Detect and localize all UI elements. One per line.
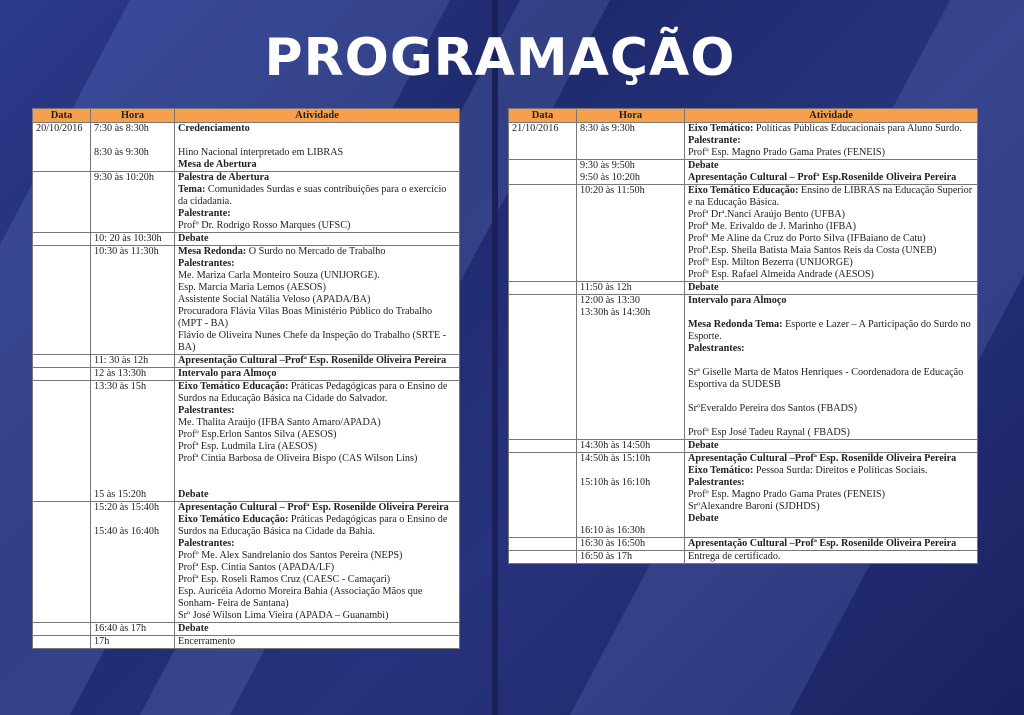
time-value: 16:50 às 17h xyxy=(580,551,633,562)
cell-hora xyxy=(577,282,685,295)
activity-line: Debate xyxy=(688,160,719,171)
cell-atividade xyxy=(685,160,978,185)
activity-lead: Mesa Redonda: xyxy=(178,246,247,257)
cell-date xyxy=(509,551,577,564)
table-row xyxy=(509,295,978,440)
cell-date xyxy=(33,246,91,355)
activity-line: Assistente Social Natália Veloso (APADA/BA) xyxy=(178,294,371,305)
activity-lead: Mesa Redonda Tema: xyxy=(688,319,783,330)
table-row xyxy=(509,282,978,295)
time-value: 8:30 às 9:30h xyxy=(94,147,149,158)
cell-hora xyxy=(91,381,175,502)
spacer xyxy=(178,477,456,489)
activity-line: Palestra de Abertura xyxy=(178,172,270,183)
activity-line: Profª Cintia Barbosa de Oliveira Bispo (CAS Wilson Lins) xyxy=(178,453,418,464)
time-value xyxy=(94,405,171,417)
table-row xyxy=(509,123,978,160)
schedule-table-day1 xyxy=(32,108,460,649)
table-row xyxy=(33,381,460,502)
header-atividade: Atividade xyxy=(175,109,460,123)
time-value: 16:30 às 16:50h xyxy=(580,538,646,549)
activity-line: Profª Drª.Nanci Araújo Bento (UFBA) xyxy=(688,209,845,220)
table-row xyxy=(33,233,460,246)
cell-atividade xyxy=(685,453,978,538)
activity-line: Debate xyxy=(178,233,209,244)
page-divider xyxy=(492,0,498,715)
cell-date xyxy=(33,233,91,246)
cell-atividade xyxy=(685,185,978,282)
time-value xyxy=(94,135,171,147)
cell-hora xyxy=(577,295,685,440)
activity-line: Encerramento xyxy=(178,636,236,647)
activity-line: Eixo Temático Educação: Práticas Pedagógicas para o Ensino de Surdos na Educação Básica na Cidade do Salvador. xyxy=(178,381,448,404)
activity-line: Profº Esp José Tadeu Raynal ( FBADS) xyxy=(688,427,850,438)
table-header-row xyxy=(33,109,460,123)
date-value: 21/10/2016 xyxy=(512,123,559,134)
cell-hora xyxy=(91,172,175,233)
cell-hora xyxy=(91,502,175,623)
cell-date xyxy=(509,295,577,440)
activity-line: Entrega de certificado. xyxy=(688,551,781,562)
activity-line: Debate xyxy=(688,440,719,451)
time-value: 12:00 às 13:30 xyxy=(580,295,640,306)
cell-atividade xyxy=(175,502,460,623)
cell-hora xyxy=(91,636,175,649)
activity-line: Credenciamento xyxy=(178,123,250,134)
cell-hora xyxy=(577,538,685,551)
activity-line: Debate xyxy=(178,623,209,634)
activity-line: Palestrante: xyxy=(688,135,741,146)
activity-lead: Eixo Temático Educação: xyxy=(178,381,289,392)
activity-line: Palestrante: xyxy=(178,208,231,219)
activity-line: Esp. Marcia Maria Lemos (AESOS) xyxy=(178,282,326,293)
activity-line: Debate xyxy=(178,489,209,500)
spacer xyxy=(688,391,974,403)
cell-atividade xyxy=(685,282,978,295)
cell-date xyxy=(509,123,577,160)
cell-date xyxy=(33,381,91,502)
activity-line: Debate xyxy=(688,513,719,524)
cell-date xyxy=(33,623,91,636)
time-value: 10: 20 às 10:30h xyxy=(94,233,162,244)
cell-atividade xyxy=(685,538,978,551)
activity-line: Intervalo para Almoço xyxy=(178,368,277,379)
activity-line: Srº José Wilson Lima Vieira (APADA – Guanambi) xyxy=(178,610,389,621)
activity-line: Profª Esp. Cintia Santos (APADA/LF) xyxy=(178,562,335,573)
cell-hora xyxy=(91,368,175,381)
cell-atividade xyxy=(685,123,978,160)
cell-date xyxy=(33,123,91,172)
cell-hora xyxy=(577,440,685,453)
spacer xyxy=(688,355,974,367)
time-value: 16:40 às 17h xyxy=(94,623,147,634)
time-value xyxy=(94,417,171,429)
time-value: 11:50 às 12h xyxy=(580,282,632,293)
spacer xyxy=(178,465,456,477)
cell-date xyxy=(509,282,577,295)
cell-date xyxy=(33,368,91,381)
cell-hora xyxy=(577,160,685,185)
cell-date xyxy=(509,453,577,538)
cell-hora xyxy=(577,453,685,538)
cell-atividade xyxy=(685,551,978,564)
page-title: PROGRAMAÇÃO xyxy=(264,28,736,88)
time-value: 15:20 às 15:40h xyxy=(94,502,160,513)
activity-line: Profª Esp. Ludmila Lira (AESOS) xyxy=(178,441,317,452)
time-value xyxy=(94,441,171,453)
cell-hora xyxy=(91,233,175,246)
time-value: 13:30 às 15h xyxy=(94,381,147,392)
time-value: 9:30 às 10:20h xyxy=(94,172,154,183)
activity-line: Profº Esp. Magno Prado Gama Prates (FENEIS) xyxy=(688,489,885,500)
cell-hora xyxy=(91,355,175,368)
activity-line: Palestrantes: xyxy=(178,538,235,549)
activity-line: Eixo Temático: Políticas Públicas Educacionais para Aluno Surdo. xyxy=(688,123,962,134)
time-value: 9:50 às 10:20h xyxy=(580,172,640,183)
activity-line: Debate xyxy=(688,282,719,293)
cell-atividade xyxy=(685,295,978,440)
time-value xyxy=(94,465,171,477)
table-row xyxy=(509,440,978,453)
cell-date xyxy=(33,636,91,649)
activity-line: Palestrantes: xyxy=(178,405,235,416)
activity-line: Apresentação Cultural –Profª Esp. Rosenilde Oliveira Pereira xyxy=(178,355,447,366)
activity-line: Mesa de Abertura xyxy=(178,159,257,170)
table-header-row xyxy=(509,109,978,123)
cell-atividade xyxy=(175,355,460,368)
cell-date xyxy=(509,160,577,185)
activity-line: Profª.Esp. Sheila Batista Maia Santos Reis da Costa (UNEB) xyxy=(688,245,937,256)
cell-hora xyxy=(91,623,175,636)
activity-line: Profª Me Aline da Cruz do Porto Silva (IFBaiano de Catu) xyxy=(688,233,926,244)
time-value xyxy=(580,489,681,501)
cell-atividade xyxy=(175,636,460,649)
activity-line: Apresentação Cultural – Profª Esp. Rosenilde Oliveira Pereira xyxy=(178,502,449,513)
header-atividade: Atividade xyxy=(685,109,978,123)
activity-line: Me. Mariza Carla Monteiro Souza (UNIJORGE). xyxy=(178,270,380,281)
activity-lead: Eixo Temático Educação: xyxy=(688,185,799,196)
time-value: 14:30h às 14:50h xyxy=(580,440,651,451)
spacer xyxy=(178,135,456,147)
time-value: 10:30 às 11:30h xyxy=(94,246,159,257)
activity-lead: Eixo Temático: xyxy=(688,123,754,134)
header-data: Data xyxy=(33,109,91,123)
time-value: 14:50h às 15:10h xyxy=(580,453,651,464)
cell-atividade xyxy=(175,123,460,172)
time-value xyxy=(580,513,681,525)
date-value: 20/10/2016 xyxy=(36,123,83,134)
activity-line: Srª Giselle Marta de Matos Henriques - Coordenadora de Educação Esportiva da SUDESB xyxy=(688,367,964,390)
time-value xyxy=(94,429,171,441)
activity-line: SrºEveraldo Pereira dos Santos (FBADS) xyxy=(688,403,857,414)
activity-line: SrºAlexandre Baroni (SJDHDS) xyxy=(688,501,820,512)
cell-atividade xyxy=(685,440,978,453)
cell-atividade xyxy=(175,233,460,246)
header-hora: Hora xyxy=(91,109,175,123)
time-value: 17h xyxy=(94,636,110,647)
cell-date xyxy=(509,538,577,551)
time-value: 13:30h às 14:30h xyxy=(580,307,651,318)
table-row xyxy=(33,502,460,623)
activity-lead: Tema: xyxy=(178,184,206,195)
activity-line: Hino Nacional interpretado em LIBRAS xyxy=(178,147,344,158)
table-row xyxy=(33,172,460,233)
table-row xyxy=(509,551,978,564)
activity-line: Mesa Redonda: O Surdo no Mercado de Trabalho xyxy=(178,246,386,257)
activity-line: Procuradora Flávia Vilas Boas Ministério Público do Trabalho (MPT - BA) xyxy=(178,306,433,329)
header-data: Data xyxy=(509,109,577,123)
cell-date xyxy=(509,440,577,453)
activity-line: Mesa Redonda Tema: Esporte e Lazer – A Participação do Surdo no Esporte. xyxy=(688,319,971,342)
activity-line: Profº Esp. Magno Prado Gama Prates (FENEIS) xyxy=(688,147,885,158)
time-value: 10:20 às 11:50h xyxy=(580,185,645,196)
table-row xyxy=(33,623,460,636)
activity-line: Profº Esp. Rafael Almeida Andrade (AESOS) xyxy=(688,269,874,280)
activity-line: Profº Esp. Milton Bezerra (UNIJORGE) xyxy=(688,257,853,268)
cell-hora xyxy=(91,123,175,172)
activity-line: Eixo Temático Educação: Práticas Pedagógicas para o Ensino de Surdos na Educação Básica na Cidade da Bahia. xyxy=(178,514,448,537)
activity-line: Intervalo para Almoço xyxy=(688,295,787,306)
cell-hora xyxy=(577,551,685,564)
cell-hora xyxy=(577,123,685,160)
time-value: 15 às 15:20h xyxy=(94,489,147,500)
time-value: 9:30 às 9:50h xyxy=(580,160,635,171)
cell-atividade xyxy=(175,368,460,381)
cell-date xyxy=(33,502,91,623)
activity-line: Profª Me. Erivaldo de J. Marinho (IFBA) xyxy=(688,221,857,232)
activity-line: Profº Me. Alex Sandrelanio dos Santos Pereira (NEPS) xyxy=(178,550,403,561)
time-value: 16:10 às 16:30h xyxy=(580,525,646,536)
schedule-table-day2 xyxy=(508,108,978,564)
table-row xyxy=(33,355,460,368)
cell-atividade xyxy=(175,623,460,636)
activity-lead: Eixo Temático Educação: xyxy=(178,514,289,525)
cell-atividade xyxy=(175,172,460,233)
time-value xyxy=(580,501,681,513)
header-hora: Hora xyxy=(577,109,685,123)
activity-line: Me. Thalita Araújo (IFBA Santo Amaro/APADA) xyxy=(178,417,381,428)
cell-hora xyxy=(91,246,175,355)
time-value xyxy=(94,514,171,526)
activity-line: Palestrantes: xyxy=(688,343,745,354)
activity-line: Profª Esp. Roseli Ramos Cruz (CAESC - Camaçari) xyxy=(178,574,391,585)
activity-line: Esp. Auricéia Adorno Moreira Bahia (Associação Mãos que Sonham- Feira de Santana) xyxy=(178,586,423,609)
time-value: 7:30 às 8:30h xyxy=(94,123,149,134)
table-row xyxy=(509,538,978,551)
time-value: 8:30 às 9:30h xyxy=(580,123,635,134)
time-value: 11: 30 às 12h xyxy=(94,355,149,366)
activity-line: Apresentação Cultural – Profª Esp.Rosenilde Oliveira Pereira xyxy=(688,172,957,183)
time-value: 15:10h às 16:10h xyxy=(580,477,651,488)
activity-line: Apresentação Cultural –Profª Esp. Rosenilde Oliveira Pereira xyxy=(688,453,957,464)
activity-lead: Eixo Temático: xyxy=(688,465,754,476)
activity-line: Eixo Temático: Pessoa Surda: Direitos e Políticas Sociais. xyxy=(688,465,928,476)
activity-line: Profº Esp.Erlon Santos Silva (AESOS) xyxy=(178,429,337,440)
activity-line: Palestrantes: xyxy=(178,258,235,269)
activity-line: Flávio de Oliveira Nunes Chefe da Inspeção do Trabalho (SRTE - BA) xyxy=(178,330,447,353)
table-row xyxy=(509,453,978,538)
table-row xyxy=(33,246,460,355)
cell-atividade xyxy=(175,246,460,355)
activity-line: Eixo Temático Educação: Ensino de LIBRAS na Educação Superior e na Educação Básica. xyxy=(688,185,973,208)
activity-line: Palestrantes: xyxy=(688,477,745,488)
table-row xyxy=(33,368,460,381)
time-value: 15:40 às 16:40h xyxy=(94,526,160,537)
time-value xyxy=(580,465,681,477)
cell-atividade xyxy=(175,381,460,502)
cell-date xyxy=(33,172,91,233)
activity-line: Apresentação Cultural –Profª Esp. Rosenilde Oliveira Pereira xyxy=(688,538,957,549)
activity-line: Profº Dr. Rodrigo Rosso Marques (UFSC) xyxy=(178,220,351,231)
spacer xyxy=(688,415,974,427)
time-value: 12 às 13:30h xyxy=(94,368,147,379)
cell-hora xyxy=(577,185,685,282)
time-value xyxy=(94,393,171,405)
table-row xyxy=(33,636,460,649)
table-row xyxy=(509,160,978,185)
time-value xyxy=(94,453,171,465)
spacer xyxy=(688,307,974,319)
activity-line: Tema: Comunidades Surdas e suas contribuições para o exercício da cidadania. xyxy=(178,184,447,207)
time-value xyxy=(94,477,171,489)
table-row xyxy=(509,185,978,282)
cell-date xyxy=(509,185,577,282)
table-row xyxy=(33,123,460,172)
cell-date xyxy=(33,355,91,368)
